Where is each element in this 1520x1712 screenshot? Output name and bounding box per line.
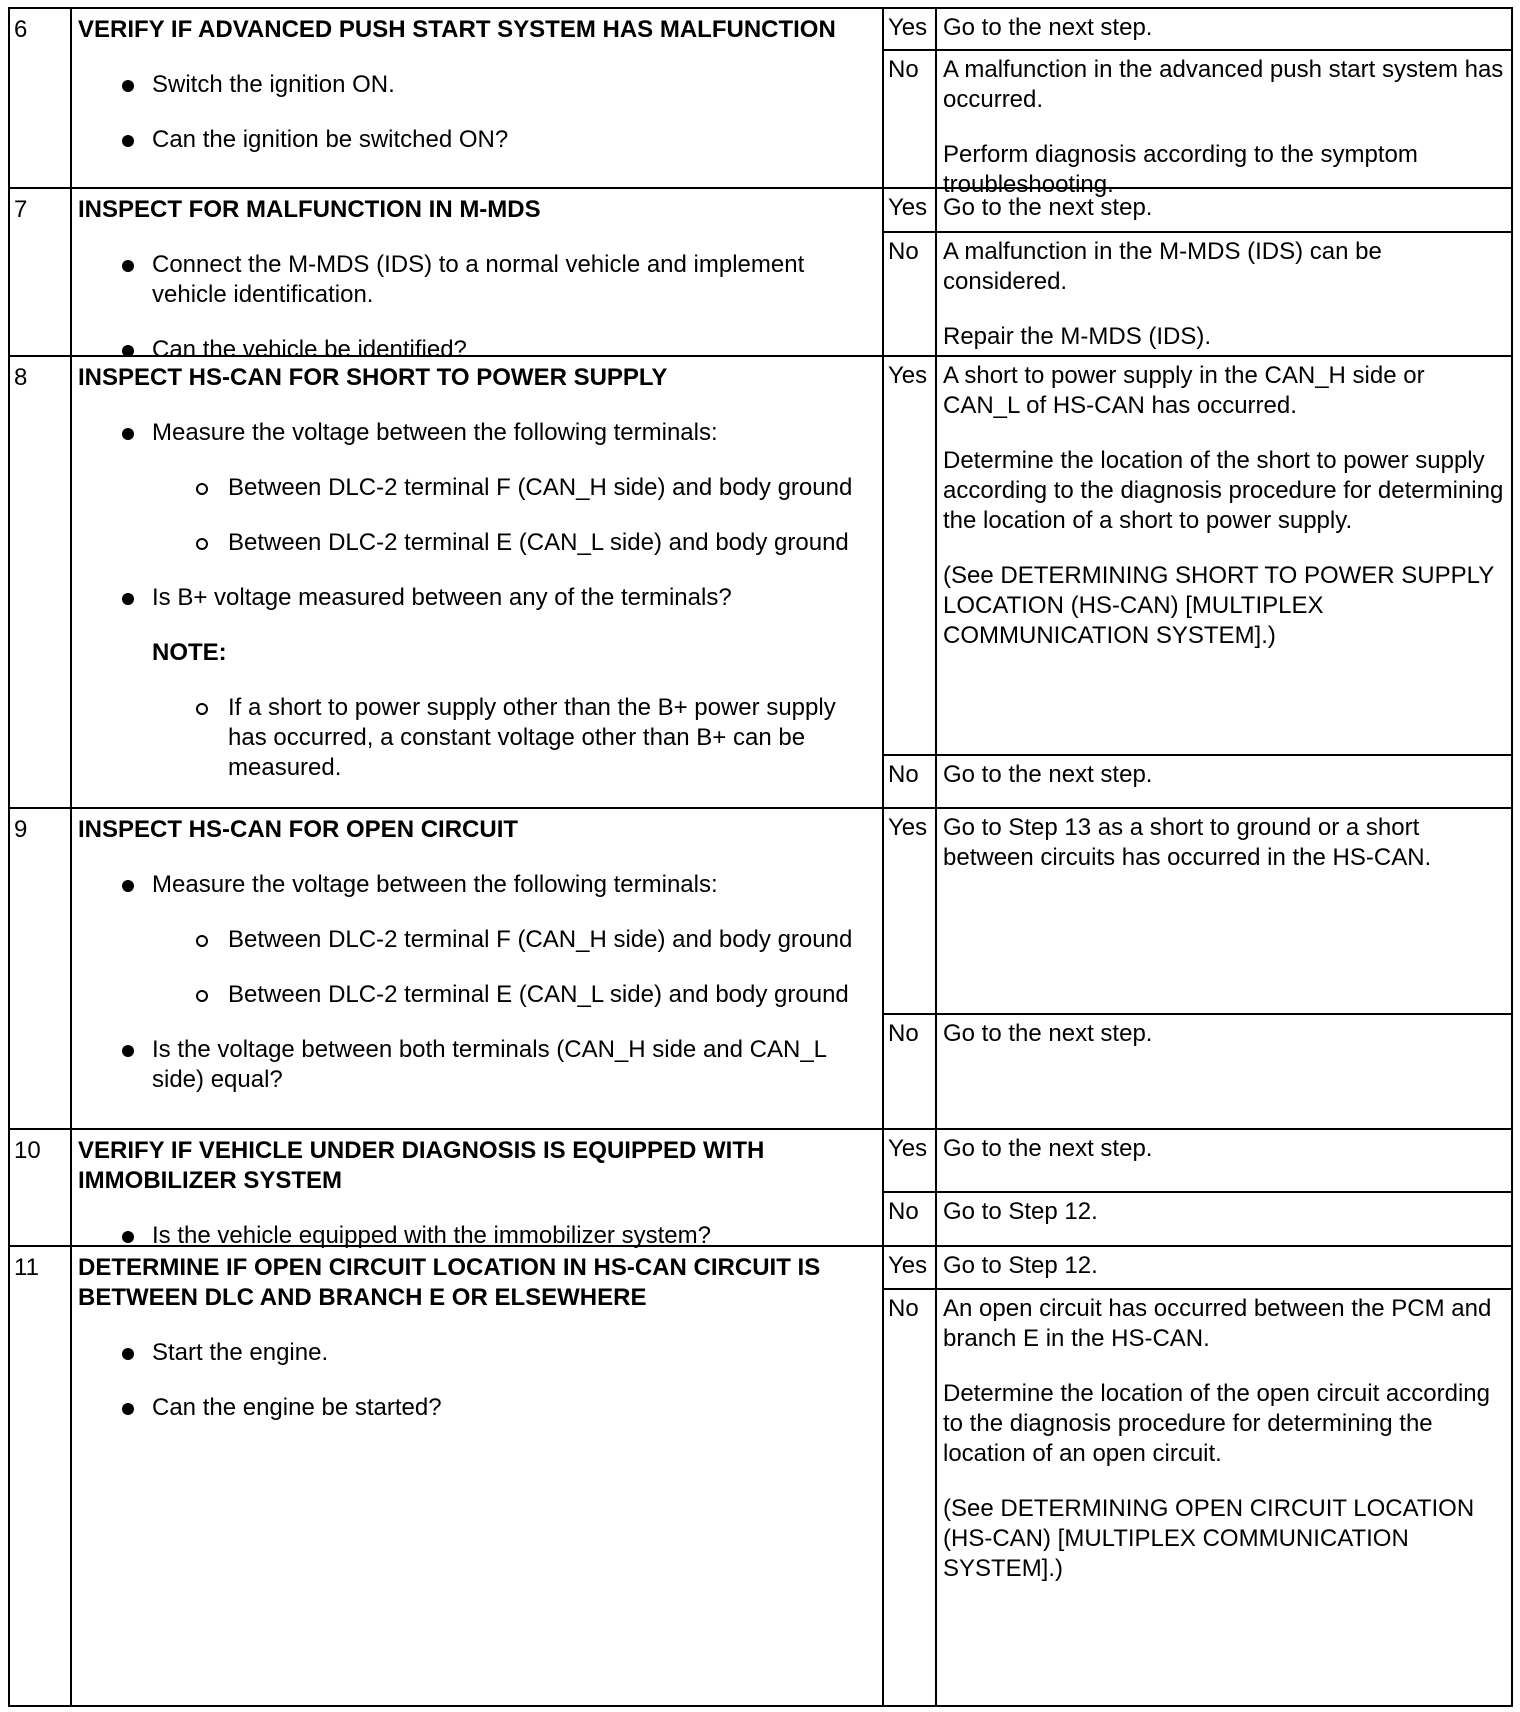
yes-result xyxy=(884,809,1511,1013)
yes-action-text xyxy=(937,1130,1511,1191)
no-result xyxy=(884,231,1511,355)
no-action-text xyxy=(937,1193,1511,1245)
step-title: INSPECT FOR MALFUNCTION IN M-MDS xyxy=(78,196,541,223)
yes-label: Yes xyxy=(884,1130,937,1191)
no-label: No xyxy=(884,51,937,187)
result-paragraph: Go to the next step. xyxy=(943,1135,1153,1162)
sub-bullet-item: Between DLC-2 terminal F (CAN_H side) and body ground xyxy=(78,925,876,955)
step-action xyxy=(72,9,884,187)
yes-label: Yes xyxy=(884,809,937,1013)
yes-action-text xyxy=(937,189,1511,231)
no-result xyxy=(884,1191,1511,1245)
step-results xyxy=(884,357,1511,807)
yes-result xyxy=(884,9,1511,49)
step-number: 6 xyxy=(10,9,72,187)
result-paragraph: Determine the location of the short to power supply according to the diagnosis procedure for determining the location of a short to power supply. xyxy=(943,447,1504,534)
no-action-text xyxy=(937,233,1511,355)
bullet-item: Connect the M-MDS (IDS) to a normal vehicle and implement vehicle identification. xyxy=(78,250,876,310)
step-title: VERIFY IF VEHICLE UNDER DIAGNOSIS IS EQUIPPED WITH IMMOBILIZER SYSTEM xyxy=(78,1137,765,1194)
result-paragraph: (See DETERMINING SHORT TO POWER SUPPLY LOCATION (HS-CAN) [MULTIPLEX COMMUNICATION SYSTEM].) xyxy=(943,562,1494,649)
step-title: VERIFY IF ADVANCED PUSH START SYSTEM HAS MALFUNCTION xyxy=(78,16,836,43)
yes-action-text xyxy=(937,9,1511,49)
step-row xyxy=(8,1128,1513,1247)
step-results xyxy=(884,1247,1511,1705)
step-action xyxy=(72,1130,884,1249)
no-result xyxy=(884,1013,1511,1128)
step-action xyxy=(72,357,884,807)
bullet-item: Start the engine. xyxy=(78,1338,876,1368)
step-number: 9 xyxy=(10,809,72,1128)
step-action xyxy=(72,1247,884,1705)
step-row xyxy=(8,187,1513,363)
result-paragraph: Repair the M-MDS (IDS). xyxy=(943,323,1212,350)
yes-label: Yes xyxy=(884,9,937,49)
step-results xyxy=(884,809,1511,1128)
bullet-item: Can the ignition be switched ON? xyxy=(78,125,876,155)
yes-label: Yes xyxy=(884,357,937,754)
no-label: No xyxy=(884,1290,937,1705)
step-title: DETERMINE IF OPEN CIRCUIT LOCATION IN HS-CAN CIRCUIT IS BETWEEN DLC AND BRANCH E OR ELSEWHERE xyxy=(78,1254,821,1311)
result-paragraph: Go to Step 12. xyxy=(943,1198,1098,1225)
result-paragraph: A malfunction in the M-MDS (IDS) can be considered. xyxy=(943,238,1382,295)
bullet-item: Measure the voltage between the following terminals: xyxy=(78,870,876,900)
result-paragraph: Go to the next step. xyxy=(943,1020,1153,1047)
sub-bullet-item: Between DLC-2 terminal E (CAN_L side) and body ground xyxy=(78,528,876,558)
result-paragraph: Go to the next step. xyxy=(943,194,1153,221)
yes-result xyxy=(884,1130,1511,1191)
no-result xyxy=(884,49,1511,198)
yes-result xyxy=(884,1247,1511,1288)
result-paragraph: Go to the next step. xyxy=(943,761,1153,788)
sub-bullet-item: If a short to power supply other than the B+ power supply has occurred, a constant voltage other than B+ can be measured. xyxy=(78,693,876,783)
step-results xyxy=(884,9,1511,198)
result-paragraph: Perform diagnosis according to the symptom troubleshooting. xyxy=(943,141,1418,198)
result-paragraph: Go to Step 12. xyxy=(943,1252,1098,1279)
no-action-text xyxy=(937,1290,1511,1705)
sub-bullet-item: Between DLC-2 terminal F (CAN_H side) and body ground xyxy=(78,473,876,503)
step-row xyxy=(8,355,1513,809)
no-action-text xyxy=(937,756,1511,807)
bullet-item: Is the voltage between both terminals (CAN_H side and CAN_L side) equal? xyxy=(78,1035,876,1095)
bullet-item: Is B+ voltage measured between any of the terminals? xyxy=(78,583,876,613)
no-label: No xyxy=(884,1015,937,1128)
step-results xyxy=(884,1130,1511,1245)
step-row xyxy=(8,1245,1513,1707)
yes-label: Yes xyxy=(884,189,937,231)
note-label: NOTE: xyxy=(152,639,227,666)
no-result xyxy=(884,1288,1511,1705)
step-number: 10 xyxy=(10,1130,72,1245)
no-action-text xyxy=(937,51,1511,198)
diagnostic-procedure-table xyxy=(8,7,1513,1707)
result-paragraph: Go to Step 13 as a short to ground or a short between circuits has occurred in the HS-CAN. xyxy=(943,814,1432,871)
sub-bullet-item: Between DLC-2 terminal E (CAN_L side) and body ground xyxy=(78,980,876,1010)
step-title: INSPECT HS-CAN FOR SHORT TO POWER SUPPLY xyxy=(78,364,668,391)
result-paragraph: Determine the location of the open circuit according to the diagnosis procedure for determining the location of an open circuit. xyxy=(943,1380,1490,1467)
step-results xyxy=(884,189,1511,355)
no-label: No xyxy=(884,1193,937,1245)
result-paragraph: An open circuit has occurred between the PCM and branch E in the HS-CAN. xyxy=(943,1295,1492,1352)
yes-action-text xyxy=(937,357,1511,754)
no-label: No xyxy=(884,233,937,355)
yes-label: Yes xyxy=(884,1247,937,1288)
bullet-item: Can the engine be started? xyxy=(78,1393,876,1423)
step-action xyxy=(72,189,884,363)
yes-action-text xyxy=(937,1247,1511,1288)
result-paragraph: Go to the next step. xyxy=(943,14,1153,41)
yes-result xyxy=(884,357,1511,754)
step-row xyxy=(8,807,1513,1130)
bullet-item: Is the vehicle equipped with the immobilizer system? xyxy=(78,1221,876,1251)
no-result xyxy=(884,754,1511,807)
no-action-text xyxy=(937,1015,1511,1128)
step-number: 11 xyxy=(10,1247,72,1705)
result-paragraph: A short to power supply in the CAN_H side or CAN_L of HS-CAN has occurred. xyxy=(943,362,1425,419)
step-number: 7 xyxy=(10,189,72,355)
bullet-item: Measure the voltage between the following terminals: xyxy=(78,418,876,448)
step-title: INSPECT HS-CAN FOR OPEN CIRCUIT xyxy=(78,816,519,843)
bullet-item: Switch the ignition ON. xyxy=(78,70,876,100)
result-paragraph: (See DETERMINING OPEN CIRCUIT LOCATION (HS-CAN) [MULTIPLEX COMMUNICATION SYSTEM].) xyxy=(943,1495,1475,1582)
no-label: No xyxy=(884,756,937,807)
step-row xyxy=(8,7,1513,198)
yes-result xyxy=(884,189,1511,231)
result-paragraph: A malfunction in the advanced push start system has occurred. xyxy=(943,56,1504,113)
bullet-item: Can the vehicle be identified? xyxy=(78,335,876,365)
step-number: 8 xyxy=(10,357,72,807)
yes-action-text xyxy=(937,809,1511,1013)
step-action xyxy=(72,809,884,1128)
